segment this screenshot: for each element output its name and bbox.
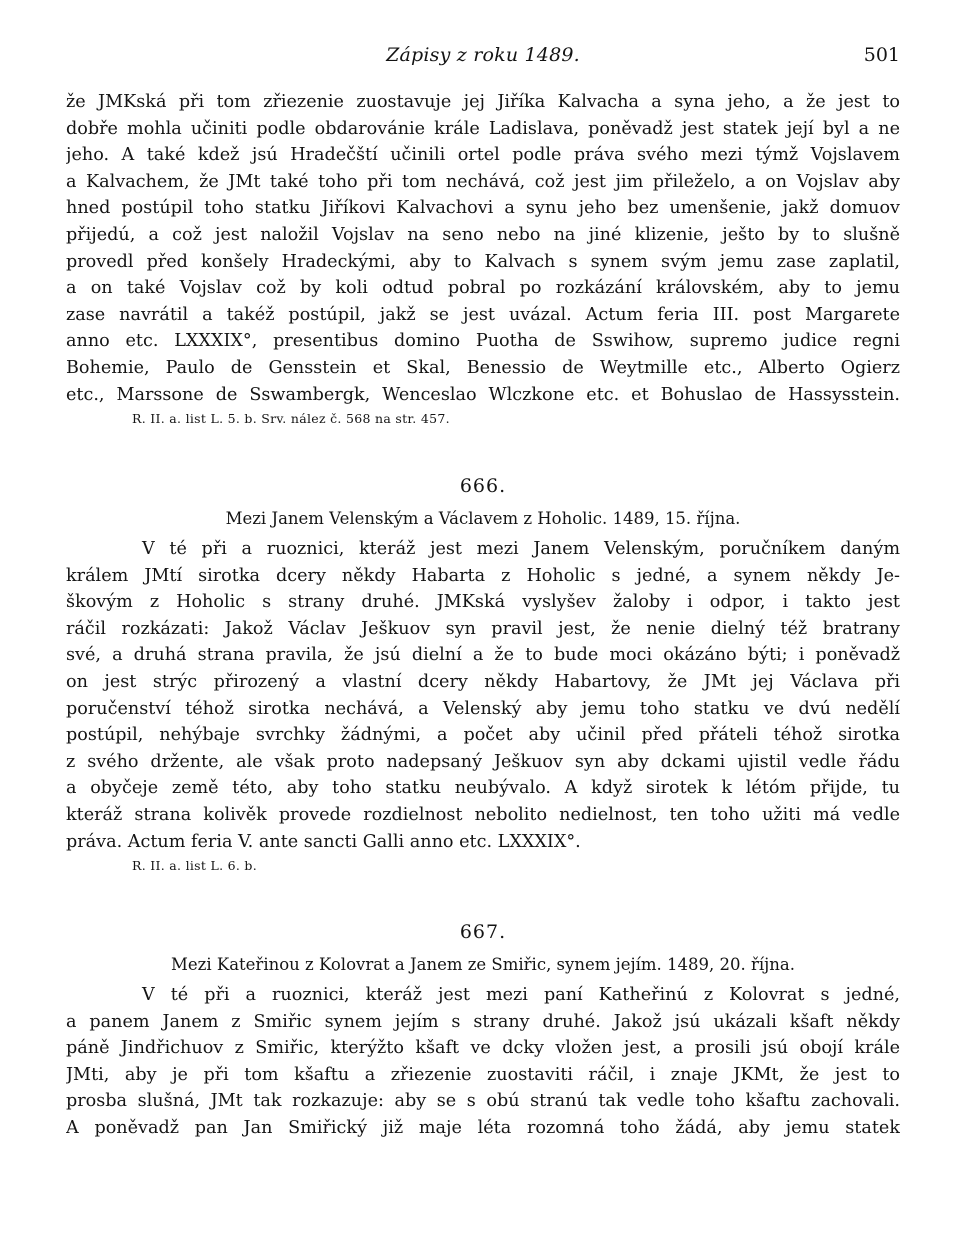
source-note: R. II. a. list L. 6. b. bbox=[132, 858, 258, 874]
text-line: JMti, aby je při tom kšaftu a zřiezenie zuostaviti ráčil, i znaje JKMt, že jest to bbox=[66, 1064, 900, 1085]
source-note: R. II. a. list L. 5. b. Srv. nález č. 568 na str. 457. bbox=[132, 411, 450, 427]
text-line: postúpil, nehýbaje svrchky žádnými, a počet aby učinil před přáteli téhož sirotka bbox=[66, 725, 900, 746]
document-body bbox=[66, 982, 900, 1142]
text-line: práva. Actum feria V. ante sancti Galli anno etc. LXXXIX°. bbox=[66, 831, 581, 852]
text-line: A poněvadž pan Jan Smiřický již maje léta rozomná toho žádá, aby jemu statek bbox=[66, 1117, 900, 1138]
text-line: kteráž strana kolivěk provede rozdielnost nebolito nedielnost, ten toho užiti má vedle bbox=[66, 804, 900, 825]
text-line: Bohemie, Paulo de Gensstein et Skal, Benessio de Weytmille etc., Alberto Ogierz bbox=[66, 357, 900, 378]
text-line: provedl před konšely Hradeckými, aby to Kalvach s synem svým jemu zase zaplatil, bbox=[66, 251, 900, 272]
text-line: páně Jindřichuov z Smiřic, kterýžto kšaft ve dcky vložen jest, a prosili jsú obojí krále bbox=[66, 1038, 900, 1059]
text-line: ráčil rozkázati: Jakož Václav Ješkuov syn pravil jest, že nenie dielný též bratrany bbox=[66, 618, 900, 639]
page-header bbox=[66, 44, 900, 70]
document-666 bbox=[66, 472, 900, 877]
document-heading: Mezi Janem Velenským a Václavem z Hoholic. 1489, 15. října. bbox=[225, 509, 741, 528]
text-line: V té při a ruoznici, kteráž jest mezi Janem Velenským, poručníkem daným bbox=[142, 539, 900, 559]
text-line: dobře mohla učiniti podle obdarovánie krále Ladislava, poněvadž jest statek její byl a ne bbox=[66, 118, 900, 139]
text-line: anno etc. LXXXIX°, presentibus domino Puotha de Sswihow, supremo judice regni bbox=[66, 331, 900, 352]
text-line: a on také Vojslav což by koli odtud pobral po rozkázání královském, aby to jemu bbox=[66, 278, 900, 299]
text-line: on jest strýc přirozený a vlastní dcery někdy Habartovy, že JMt jej Václava při bbox=[66, 671, 900, 692]
text-line: a obyčeje země této, aby toho statku neubývalo. A když sirotek k létóm přijde, tu bbox=[66, 778, 900, 799]
text-line: králem JMtí sirotka dcery někdy Habarta z Hoholic s jedné, a synem někdy Je- bbox=[66, 565, 900, 586]
text-line: poručenství téhož sirotka nechává, a Velenský aby jemu toho statku ve dvú nedělí bbox=[66, 698, 900, 719]
text-line: že JMKská při tom zřiezenie zuostavuje jej Jiříka Kalvacha a syna jeho, a že jest to bbox=[66, 92, 900, 112]
text-line: prosba slušná, JMt tak rozkazuje: aby se s obú stranú tak vedle toho kšaftu zachovali. bbox=[66, 1091, 900, 1112]
text-line: etc., Marssone de Sswambergk, Wenceslao Wlczkone etc. et Bohuslao de Hassysstein. bbox=[66, 384, 900, 405]
text-line: zase navrátil a takéž postúpil, jakž se jest uvázal. Actum feria III. post Margarete bbox=[66, 304, 900, 325]
running-title: Zápisy z roku 1489. bbox=[386, 44, 580, 66]
text-line: jeho. A také kdež jsú Hradečští učinili ortel podle práva svého mezi týmž Vojslavem bbox=[66, 145, 900, 166]
document-number: 667. bbox=[459, 921, 507, 943]
document-heading: Mezi Kateřinou z Kolovrat a Janem ze Smiřic, synem jejím. 1489, 20. října. bbox=[171, 955, 795, 974]
document-number: 666. bbox=[459, 475, 507, 497]
text-line: a panem Janem z Smiřic synem jejím s strany druhé. Jakož jsú ukázali kšaft někdy bbox=[66, 1011, 900, 1032]
text-line: své, a druhá strana pravila, že jsú dielní a že to bude moci okázáno býti; i poněvadž bbox=[66, 645, 900, 666]
document-667 bbox=[66, 918, 900, 1142]
text-line: z svého držente, ale však proto nadepsaný Ješkuov syn aby dckami ujistil vedle řádu bbox=[66, 751, 900, 772]
text-line: V té při a ruoznici, kteráž jest mezi paní Katheřinú z Kolovrat s jedné, bbox=[142, 985, 900, 1005]
section-continued bbox=[66, 89, 900, 430]
text-line: přijedú, a což jest naložil Vojslav na seno nebo na jiné klizenie, ješto by to slušně bbox=[66, 224, 900, 245]
page-number: 501 bbox=[863, 44, 900, 66]
text-line: a Kalvachem, že JMt také toho při tom nechává, což jest jim přileželo, a on Vojslav aby bbox=[66, 171, 900, 192]
text-line: škovým z Hoholic s strany druhé. JMKská vyslyšev žaloby i odpor, i takto jest bbox=[66, 592, 900, 613]
document-body bbox=[66, 536, 900, 877]
text-line: hned postúpil toho statku Jiříkovi Kalvachovi a synu jeho bez umenšenie, jakž domuov bbox=[66, 198, 900, 219]
